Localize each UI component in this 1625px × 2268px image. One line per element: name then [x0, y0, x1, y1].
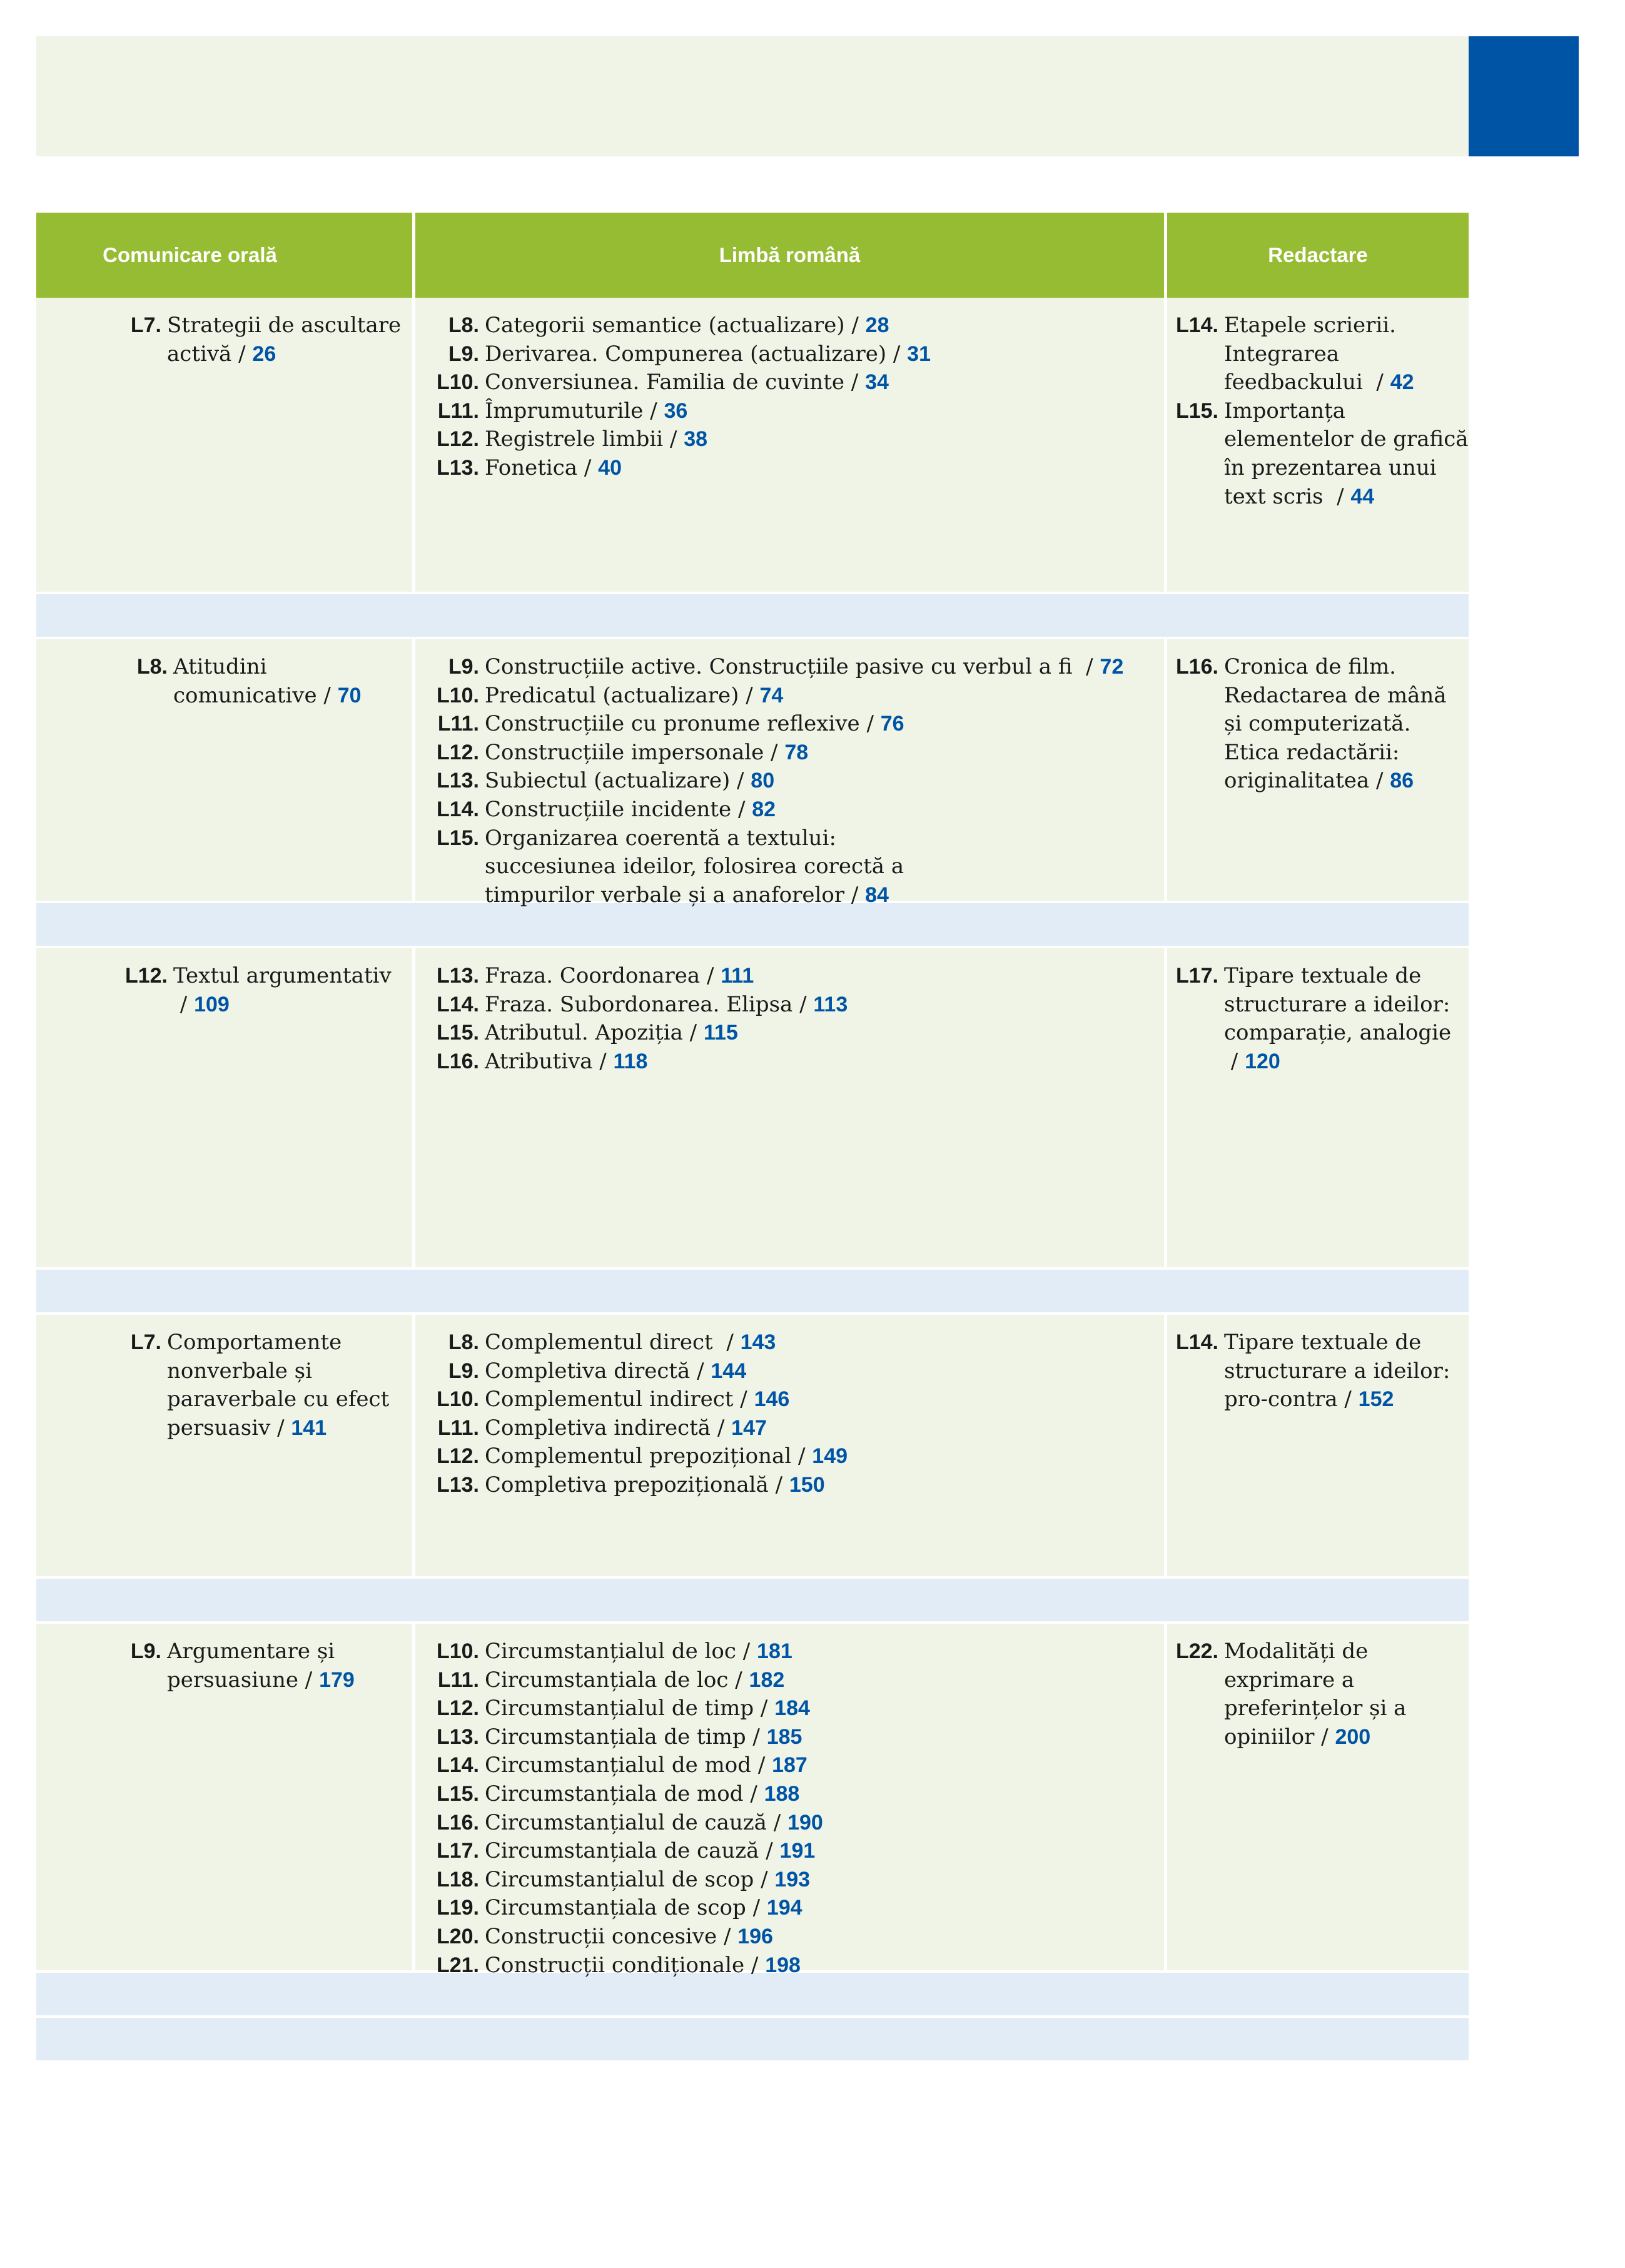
- lesson-label: L8.: [136, 655, 168, 679]
- lesson-label: L10.: [436, 1387, 479, 1412]
- lesson-title: Circumstanțialul de timp: [485, 1696, 754, 1721]
- contents-table: [36, 213, 1469, 2063]
- page-number: 80: [751, 769, 775, 793]
- page-number: 187: [772, 1753, 807, 1778]
- page-number: 194: [766, 1896, 802, 1920]
- page-number: 118: [613, 1049, 648, 1073]
- header-lang: Limbă română: [412, 213, 1164, 298]
- lesson-title: Completiva prepozițională: [485, 1472, 769, 1497]
- page-number: 200: [1335, 1724, 1371, 1749]
- page-number: 141: [291, 1415, 327, 1440]
- page-number: 181: [757, 1639, 792, 1663]
- lesson-label: L14.: [1175, 313, 1218, 337]
- lesson-label: L11.: [437, 398, 479, 423]
- top-band: [36, 36, 1469, 156]
- lesson-title: Atributiva: [485, 1048, 593, 1074]
- page-number: 146: [754, 1387, 790, 1412]
- lesson-entry: L15. Organizarea coerentă a textului: succesiunea ideilor, folosirea corectă a timpurilor verbale și a anaforelor / 84: [415, 824, 1164, 910]
- lesson-title: Derivarea. Compunerea (actualizare): [485, 341, 887, 367]
- lesson-entry: L11. Construcțiile cu pronume reflexive / 76: [415, 710, 1164, 739]
- lesson-title: Textul argumentativ: [173, 963, 392, 988]
- page-number: 152: [1358, 1387, 1394, 1412]
- table-row: [36, 1315, 1469, 1576]
- page-number: 38: [684, 427, 708, 452]
- lesson-entry: L15. Circumstanțiala de mod / 188: [415, 1780, 1164, 1809]
- lesson-entry: L14. Construcțiile incidente / 82: [415, 796, 1164, 824]
- lesson-title: Construcții concesive: [485, 1923, 717, 1949]
- lesson-entry: L9. Argumentare și persuasiune / 179: [36, 1638, 412, 1694]
- writing-cell: [1164, 948, 1469, 1267]
- lang-cell: [412, 298, 1164, 592]
- lesson-label: L21.: [436, 1953, 479, 1977]
- page-number: 144: [711, 1359, 747, 1383]
- lesson-label: L7.: [130, 1330, 161, 1354]
- lesson-title: Circumstanțiala de mod: [485, 1781, 744, 1806]
- lesson-title: Cronica de film. Redactarea de mână și computerizată. Etica redactării: originalitatea: [1224, 654, 1447, 794]
- lesson-title: Circumstanțialul de loc: [485, 1639, 736, 1664]
- page-number: 184: [774, 1696, 810, 1721]
- oral-cell: [36, 1315, 412, 1576]
- lesson-label: L11.: [437, 712, 479, 736]
- lang-cell: [412, 948, 1164, 1267]
- page-number: 193: [774, 1867, 811, 1891]
- lesson-title: Fraza. Coordonarea: [485, 963, 701, 988]
- lesson-title: Atitudini comunicative: [173, 654, 317, 708]
- page-number: 150: [789, 1472, 825, 1497]
- lesson-title: Subiectul (actualizare): [485, 768, 731, 794]
- lesson-entry: L12. Textul argumentativ / 109: [36, 962, 412, 1019]
- lesson-label: L10.: [436, 370, 479, 395]
- lesson-label: L15.: [436, 1021, 479, 1045]
- page-number: 179: [319, 1668, 355, 1692]
- table-row: [36, 948, 1469, 1267]
- lesson-title: Categorii semantice (actualizare): [485, 313, 845, 338]
- lesson-label: L15.: [1175, 398, 1218, 423]
- lesson-title: Importanța elementelor de grafică în prezentarea unui text scris: [1224, 398, 1469, 509]
- lesson-label: L17.: [436, 1839, 479, 1863]
- lesson-title: Organizarea coerentă a textului: succesiunea ideilor, folosirea corectă a timpurilor verbale și a anaforelor: [485, 825, 904, 908]
- lesson-label: L15.: [436, 826, 479, 850]
- oral-cell: [36, 948, 412, 1267]
- lesson-title: Tipare textuale de structurare a ideilor: comparație, analogie: [1224, 963, 1452, 1046]
- lesson-title: Complementul direct: [485, 1330, 720, 1355]
- lesson-title: Predicatul (actualizare): [485, 682, 739, 708]
- lesson-entry: L21. Construcții condiționale / 198: [415, 1952, 1164, 1980]
- lesson-label: L19.: [436, 1896, 479, 1920]
- lesson-label: L9.: [448, 655, 479, 679]
- header-oral: Comunicare orală: [103, 243, 277, 266]
- lesson-entry: L11. Completiva indirectă / 147: [415, 1414, 1164, 1443]
- lesson-entry: L7. Comportamente nonverbale și paraverbale cu efect persuasiv / 141: [36, 1329, 412, 1442]
- lesson-title: Complementul prepozițional: [485, 1444, 792, 1469]
- lesson-label: L16.: [1175, 655, 1218, 679]
- lesson-title: Construcțiile cu pronume reflexive: [485, 711, 860, 737]
- page-number: 188: [764, 1781, 800, 1806]
- page-number: 182: [749, 1668, 785, 1692]
- lesson-label: L16.: [436, 1810, 479, 1835]
- lesson-entry: L8. Categorii semantice (actualizare) / 28: [415, 311, 1164, 340]
- lesson-entry: L8. Atitudini comunicative / 70: [36, 653, 412, 710]
- lesson-entry: L14. Fraza. Subordonarea. Elipsa / 113: [415, 991, 1164, 1020]
- lesson-entry: L11. Împrumuturile / 36: [415, 397, 1164, 426]
- lesson-label: L12.: [436, 740, 479, 764]
- lesson-label: L22.: [1175, 1639, 1218, 1663]
- lang-cell: [412, 1315, 1164, 1576]
- lesson-entry: L13. Subiectul (actualizare) / 80: [415, 767, 1164, 796]
- page-number: 40: [598, 455, 622, 480]
- lesson-label: L9.: [130, 1639, 161, 1663]
- lesson-entry: L15. Importanța elementelor de grafică în prezentarea unui text scris / 44: [1167, 397, 1469, 511]
- lesson-entry: L11. Circumstanțiala de loc / 182: [415, 1666, 1164, 1695]
- lesson-title: Tipare textuale de structurare a ideilor: pro-contra: [1224, 1330, 1450, 1412]
- page-number: 70: [337, 683, 362, 707]
- table-header: [36, 213, 1469, 298]
- lesson-title: Registrele limbii: [485, 427, 664, 452]
- lesson-title: Conversiunea. Familia de cuvinte: [485, 370, 844, 395]
- page-number: 31: [907, 342, 931, 366]
- page-number: 28: [865, 313, 889, 337]
- page-number: 191: [779, 1839, 816, 1863]
- oral-cell: [36, 1624, 412, 1970]
- lesson-label: L12.: [436, 1444, 479, 1469]
- lesson-title: Argumentare și persuasiune: [167, 1639, 335, 1693]
- lesson-title: Fraza. Subordonarea. Elipsa: [485, 991, 793, 1017]
- page-number: 147: [731, 1415, 767, 1440]
- lesson-title: Strategii de ascultare activă: [167, 313, 402, 367]
- page-number: 111: [721, 964, 754, 988]
- lesson-title: Completiva indirectă: [485, 1415, 711, 1440]
- lesson-title: Completiva directă: [485, 1358, 691, 1384]
- lesson-label: L10.: [436, 683, 479, 707]
- lesson-entry: L7. Strategii de ascultare activă / 26: [36, 311, 412, 368]
- lesson-title: Construcțiile incidente: [485, 796, 732, 822]
- lesson-entry: L9. Construcțiile active. Construcțiile pasive cu verbul a fi / 72: [415, 653, 1164, 682]
- lesson-entry: L9. Completiva directă / 144: [415, 1357, 1164, 1386]
- header-writing: Redactare: [1164, 213, 1469, 298]
- page-number: 34: [865, 370, 889, 395]
- lang-cell: [412, 1624, 1164, 1978]
- lesson-title: Modalități de exprimare a preferințelor și a opiniilor: [1224, 1639, 1407, 1749]
- lesson-entry: L13. Completiva prepozițională / 150: [415, 1471, 1164, 1500]
- page-number: 36: [664, 398, 688, 423]
- lesson-entry: L16. Atributiva / 118: [415, 1048, 1164, 1076]
- lesson-label: L18.: [436, 1867, 479, 1891]
- lesson-entry: L10. Complementul indirect / 146: [415, 1385, 1164, 1414]
- oral-cell: [36, 298, 412, 592]
- writing-cell: [1164, 1315, 1469, 1576]
- page-number: 42: [1390, 370, 1414, 395]
- lesson-entry: L12. Registrele limbii / 38: [415, 425, 1164, 454]
- lesson-label: L12.: [436, 427, 479, 452]
- table-row: [36, 298, 1469, 592]
- page-number: 185: [766, 1724, 802, 1749]
- lesson-label: L11.: [437, 1668, 479, 1692]
- lesson-label: L20.: [436, 1924, 479, 1948]
- page-number: 190: [787, 1810, 823, 1835]
- lesson-entry: L14. Etapele scrierii. Integrarea feedbackului / 42: [1167, 311, 1469, 397]
- page-number: 143: [740, 1330, 776, 1354]
- lesson-label: L14.: [436, 797, 479, 821]
- lesson-title: Circumstanțialul de mod: [485, 1753, 752, 1778]
- lesson-title: Fonetica: [485, 455, 578, 480]
- oral-cell: [36, 639, 412, 901]
- lesson-entry: L18. Circumstanțialul de scop / 193: [415, 1866, 1164, 1895]
- lesson-entry: L13. Fonetica / 40: [415, 454, 1164, 483]
- lesson-title: Construcțiile impersonale: [485, 739, 764, 765]
- page-number: 76: [880, 712, 904, 736]
- lesson-title: Construcții condiționale: [485, 1952, 745, 1978]
- table-row: [36, 1624, 1469, 1978]
- lesson-label: L15.: [436, 1781, 479, 1806]
- lesson-label: L13.: [436, 1472, 479, 1497]
- lesson-entry: L10. Conversiunea. Familia de cuvinte / 34: [415, 368, 1164, 397]
- page-number: 84: [865, 883, 889, 907]
- lesson-entry: L17. Circumstanțiala de cauză / 191: [415, 1837, 1164, 1866]
- page-number: 74: [759, 683, 784, 707]
- page-number: 78: [784, 740, 809, 764]
- page-number: 86: [1390, 769, 1414, 793]
- unit-separator: [36, 1267, 1469, 1315]
- page-number: 72: [1100, 655, 1124, 679]
- page-number: 44: [1350, 484, 1375, 509]
- lesson-label: L14.: [1175, 1330, 1218, 1354]
- lang-cell: [412, 639, 1164, 908]
- corner-tab: [1469, 36, 1579, 156]
- lesson-label: L14.: [436, 992, 479, 1016]
- lesson-entry: L20. Construcții concesive / 196: [415, 1923, 1164, 1952]
- lesson-entry: L16. Cronica de film. Redactarea de mână și computerizată. Etica redactării: originalitatea / 86: [1167, 653, 1469, 796]
- lesson-entry: L12. Construcțiile impersonale / 78: [415, 739, 1164, 767]
- lesson-label: L16.: [436, 1049, 479, 1073]
- lesson-entry: L13. Circumstanțiala de timp / 185: [415, 1723, 1164, 1752]
- page-number: 120: [1245, 1049, 1280, 1073]
- lesson-title: Circumstanțiala de loc: [485, 1667, 729, 1693]
- lesson-title: Circumstanțiala de timp: [485, 1724, 746, 1749]
- lesson-entry: L8. Complementul direct / 143: [415, 1329, 1164, 1357]
- page-number: 113: [813, 992, 848, 1016]
- lesson-title: Circumstanțialul de scop: [485, 1866, 754, 1892]
- writing-cell: [1164, 1624, 1469, 1970]
- lesson-title: Împrumuturile: [485, 398, 644, 423]
- page-number: 82: [752, 797, 776, 821]
- lesson-entry: L14. Circumstanțialul de mod / 187: [415, 1751, 1164, 1780]
- lesson-label: L7.: [130, 313, 161, 337]
- lesson-title: Atributul. Apoziția: [485, 1020, 683, 1046]
- lesson-label: L13.: [436, 455, 479, 480]
- lesson-entry: L9. Derivarea. Compunerea (actualizare) / 31: [415, 340, 1164, 369]
- lesson-label: L10.: [436, 1639, 479, 1663]
- lesson-entry: L12. Circumstanțialul de timp / 184: [415, 1694, 1164, 1723]
- lesson-label: L11.: [437, 1415, 479, 1440]
- lesson-entry: L10. Predicatul (actualizare) / 74: [415, 682, 1164, 711]
- lesson-label: L12.: [124, 964, 168, 988]
- page-number: 109: [194, 992, 230, 1016]
- writing-cell: [1164, 639, 1469, 901]
- lesson-title: Complementul indirect: [485, 1387, 734, 1412]
- lesson-label: L9.: [448, 342, 479, 366]
- writing-cell: [1164, 298, 1469, 592]
- lesson-entry: L12. Complementul prepozițional / 149: [415, 1442, 1164, 1471]
- page-number: 149: [812, 1444, 848, 1469]
- page-number: 198: [765, 1953, 801, 1977]
- lesson-entry: L16. Circumstanțialul de cauză / 190: [415, 1809, 1164, 1838]
- lesson-title: Circumstanțialul de cauză: [485, 1810, 767, 1835]
- lesson-label: L17.: [1175, 964, 1218, 988]
- page-number: 26: [252, 342, 276, 366]
- unit-separator: [36, 1576, 1469, 1624]
- lesson-entry: L17. Tipare textuale de structurare a ideilor: comparație, analogie / 120: [1167, 962, 1469, 1076]
- lesson-label: L8.: [448, 313, 479, 337]
- lesson-label: L13.: [436, 769, 479, 793]
- lesson-title: Circumstanțiala de cauză: [485, 1838, 759, 1864]
- lesson-label: L12.: [436, 1696, 479, 1721]
- lesson-entry: L13. Fraza. Coordonarea / 111: [415, 962, 1164, 991]
- lesson-title: Etapele scrierii. Integrarea feedbackului: [1224, 313, 1396, 395]
- lesson-entry: L19. Circumstanțiala de scop / 194: [415, 1894, 1164, 1923]
- page-number: 196: [737, 1924, 773, 1948]
- lesson-entry: L10. Circumstanțialul de loc / 181: [415, 1638, 1164, 1666]
- lesson-label: L8.: [448, 1330, 479, 1354]
- lesson-title: Comportamente nonverbale și paraverbale cu efect persuasiv: [167, 1330, 390, 1440]
- lesson-entry: L15. Atributul. Apoziția / 115: [415, 1019, 1164, 1048]
- page-number: 115: [703, 1021, 738, 1045]
- table-row: [36, 639, 1469, 908]
- unit-separator: [36, 592, 1469, 639]
- unit-separator: [36, 2018, 1469, 2063]
- lesson-entry: L14. Tipare textuale de structurare a ideilor: pro-contra / 152: [1167, 1329, 1469, 1414]
- lesson-label: L13.: [436, 964, 479, 988]
- lesson-title: Construcțiile active. Construcțiile pasive cu verbul a fi: [485, 654, 1080, 679]
- lesson-label: L9.: [448, 1359, 479, 1383]
- lesson-label: L14.: [436, 1753, 479, 1778]
- lesson-entry: L22. Modalități de exprimare a preferințelor și a opiniilor / 200: [1167, 1638, 1469, 1751]
- lesson-title: Circumstanțiala de scop: [485, 1895, 746, 1921]
- lesson-label: L13.: [436, 1724, 479, 1749]
